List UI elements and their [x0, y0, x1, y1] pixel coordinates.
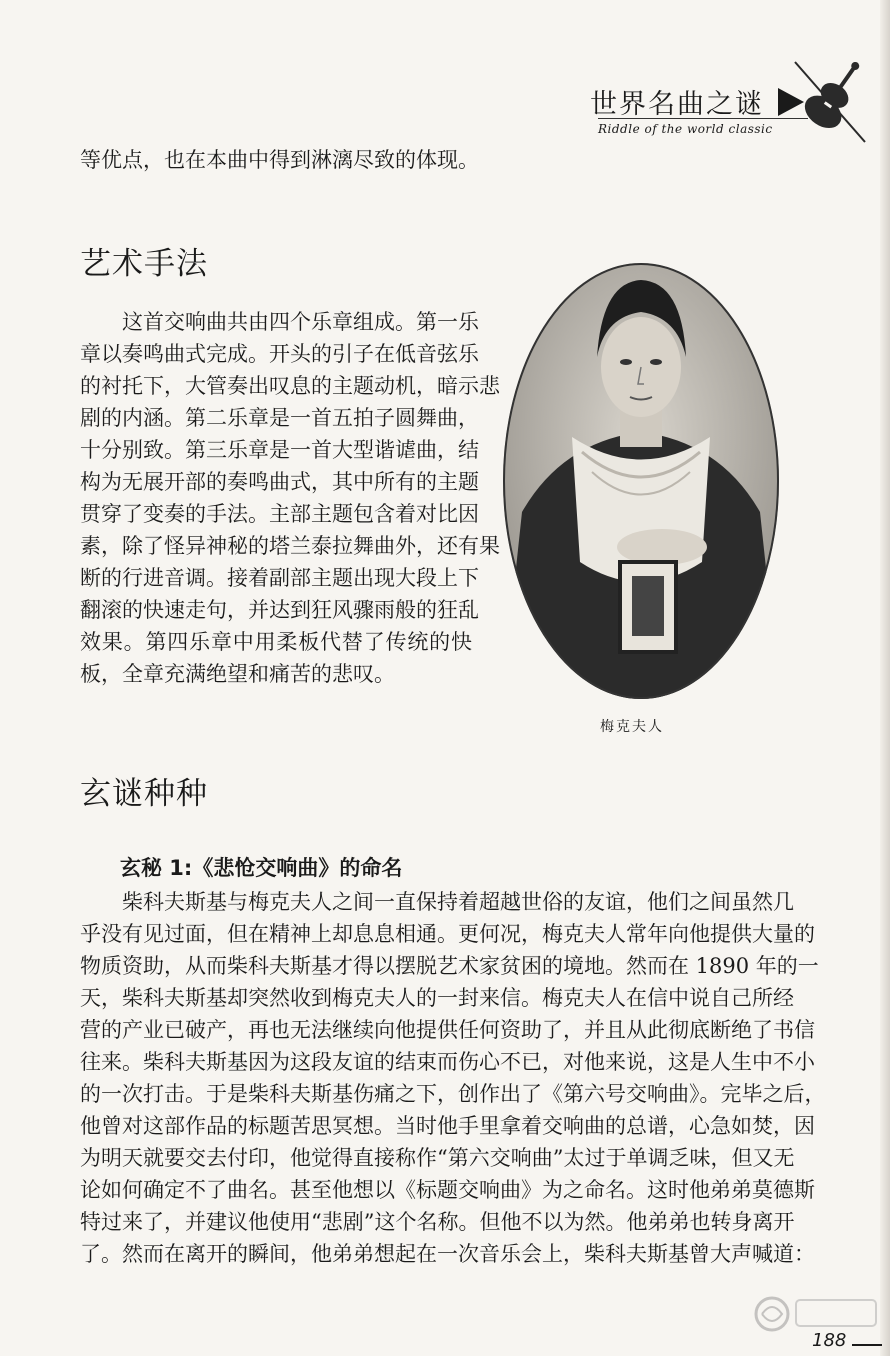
page-number-rule — [852, 1344, 882, 1346]
running-head-subtitle: Riddle of the world classic — [598, 122, 773, 136]
text-line: 章以奏鸣曲式完成。开头的引子在低音弦乐 — [80, 342, 479, 366]
intro-paragraph — [80, 144, 480, 176]
text-line: 往来。柴科夫斯基因为这段友谊的结束而伤心不已，对他来说，这是人生中不小 — [80, 1050, 815, 1074]
page-edge — [880, 0, 890, 1356]
section1-paragraph — [80, 306, 500, 690]
text-line: 这首交响曲共由四个乐章组成。第一乐 — [80, 310, 479, 334]
running-head-title: 世界名曲之谜 — [590, 89, 764, 120]
text-line: 断的行进音调。接着副部主题出现大段上下 — [80, 566, 479, 590]
text-line: 剧的内涵。第二乐章是一首五拍子圆舞曲， — [80, 406, 479, 430]
text-line: 翻滚的快速走句，并达到狂风骤雨般的狂乱 — [80, 598, 479, 622]
text-line: 十分别致。第三乐章是一首大型谐谑曲，结 — [80, 438, 479, 462]
section2-paragraph — [80, 886, 826, 1270]
text-line: 乎没有见过面，但在精神上却息息相通。更何况，梅克夫人常年向他提供大量的 — [80, 922, 815, 946]
text-line: 天，柴科夫斯基却突然收到梅克夫人的一封来信。梅克夫人在信中说自己所经 — [80, 986, 794, 1010]
text-line: 的一次打击。于是柴科夫斯基伤痛之下，创作出了《第六号交响曲》。完毕之后， — [80, 1082, 826, 1106]
text-line: 论如何确定不了曲名。甚至他想以《标题交响曲》为之命名。这时他弟弟莫德斯 — [80, 1178, 815, 1202]
text-line: 特过来了，并建议他使用“悲剧”这个名称。但他不以为然。他弟弟也转身离开 — [80, 1210, 795, 1234]
text-line: 的衬托下，大管奏出叹息的主题动机，暗示悲 — [80, 374, 500, 398]
text-line: 效果。第四乐章中用柔板代替了传统的快 — [80, 630, 472, 654]
text-line: 为明天就要交去付印，他觉得直接称作“第六交响曲”太过于单调乏味，但又无 — [80, 1146, 795, 1170]
section-heading-mysteries: 玄谜种种 — [80, 776, 208, 812]
text-line: 他曾对这部作品的标题苦思冥想。当时他手里拿着交响曲的总谱，心急如焚，因 — [80, 1114, 815, 1138]
subsection-heading: 玄秘 1:《悲怆交响曲》的命名 — [120, 856, 403, 880]
text-line: 物质资助，从而柴科夫斯基才得以摆脱艺术家贫困的境地。然而在 1890 年的一 — [80, 954, 819, 978]
text-line: 构为无展开部的奏鸣曲式，其中所有的主题 — [80, 470, 479, 494]
text-line: 板，全章充满绝望和痛苦的悲叹。 — [80, 662, 395, 686]
portrait-image — [502, 262, 780, 700]
text-line: 贯穿了变奏的手法。主部主题包含着对比因 — [80, 502, 479, 526]
text-line: 等优点，也在本曲中得到淋漓尽致的体现。 — [80, 148, 479, 172]
text-line: 柴科夫斯基与梅克夫人之间一直保持着超越世俗的友谊，他们之间虽然几 — [80, 890, 794, 914]
section-heading-art: 艺术手法 — [80, 246, 208, 282]
page-number: 188 — [812, 1330, 847, 1351]
figure-caption: 梅克夫人 — [600, 719, 664, 735]
text-line: 了。然而在离开的瞬间，他弟弟想起在一次音乐会上，柴科夫斯基曾大声喊道： — [80, 1242, 815, 1266]
violin-icon — [785, 52, 875, 152]
text-line: 素，除了怪异神秘的塔兰泰拉舞曲外，还有果 — [80, 534, 500, 558]
text-line: 营的产业已破产，再也无法继续向他提供任何资助了，并且从此彻底断绝了书信 — [80, 1018, 815, 1042]
running-head-rule — [598, 118, 808, 119]
